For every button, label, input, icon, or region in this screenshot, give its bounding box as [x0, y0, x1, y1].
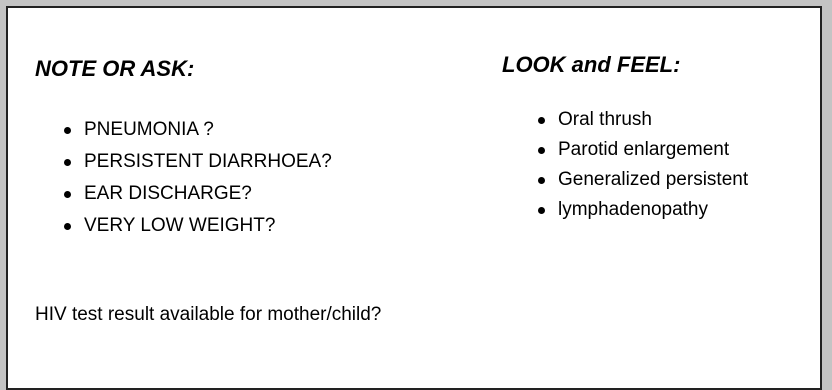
- list-item: Generalized persistent: [534, 165, 748, 195]
- list-item: Oral thrush: [534, 105, 748, 135]
- list-item: Parotid enlargement: [534, 135, 748, 165]
- list-item: lymphadenopathy: [534, 195, 748, 225]
- list-item: PNEUMONIA ?: [60, 114, 332, 146]
- slide-panel: [6, 6, 822, 390]
- hiv-test-question: HIV test result available for mother/child?: [35, 304, 382, 325]
- look-and-feel-heading: LOOK and FEEL:: [502, 52, 681, 77]
- list-item: VERY LOW WEIGHT?: [60, 210, 332, 242]
- list-item: EAR DISCHARGE?: [60, 178, 332, 210]
- list-item: PERSISTENT DIARRHOEA?: [60, 146, 332, 178]
- note-or-ask-heading: NOTE OR ASK:: [35, 56, 195, 81]
- note-or-ask-list: [60, 114, 332, 242]
- look-and-feel-list: [534, 105, 748, 225]
